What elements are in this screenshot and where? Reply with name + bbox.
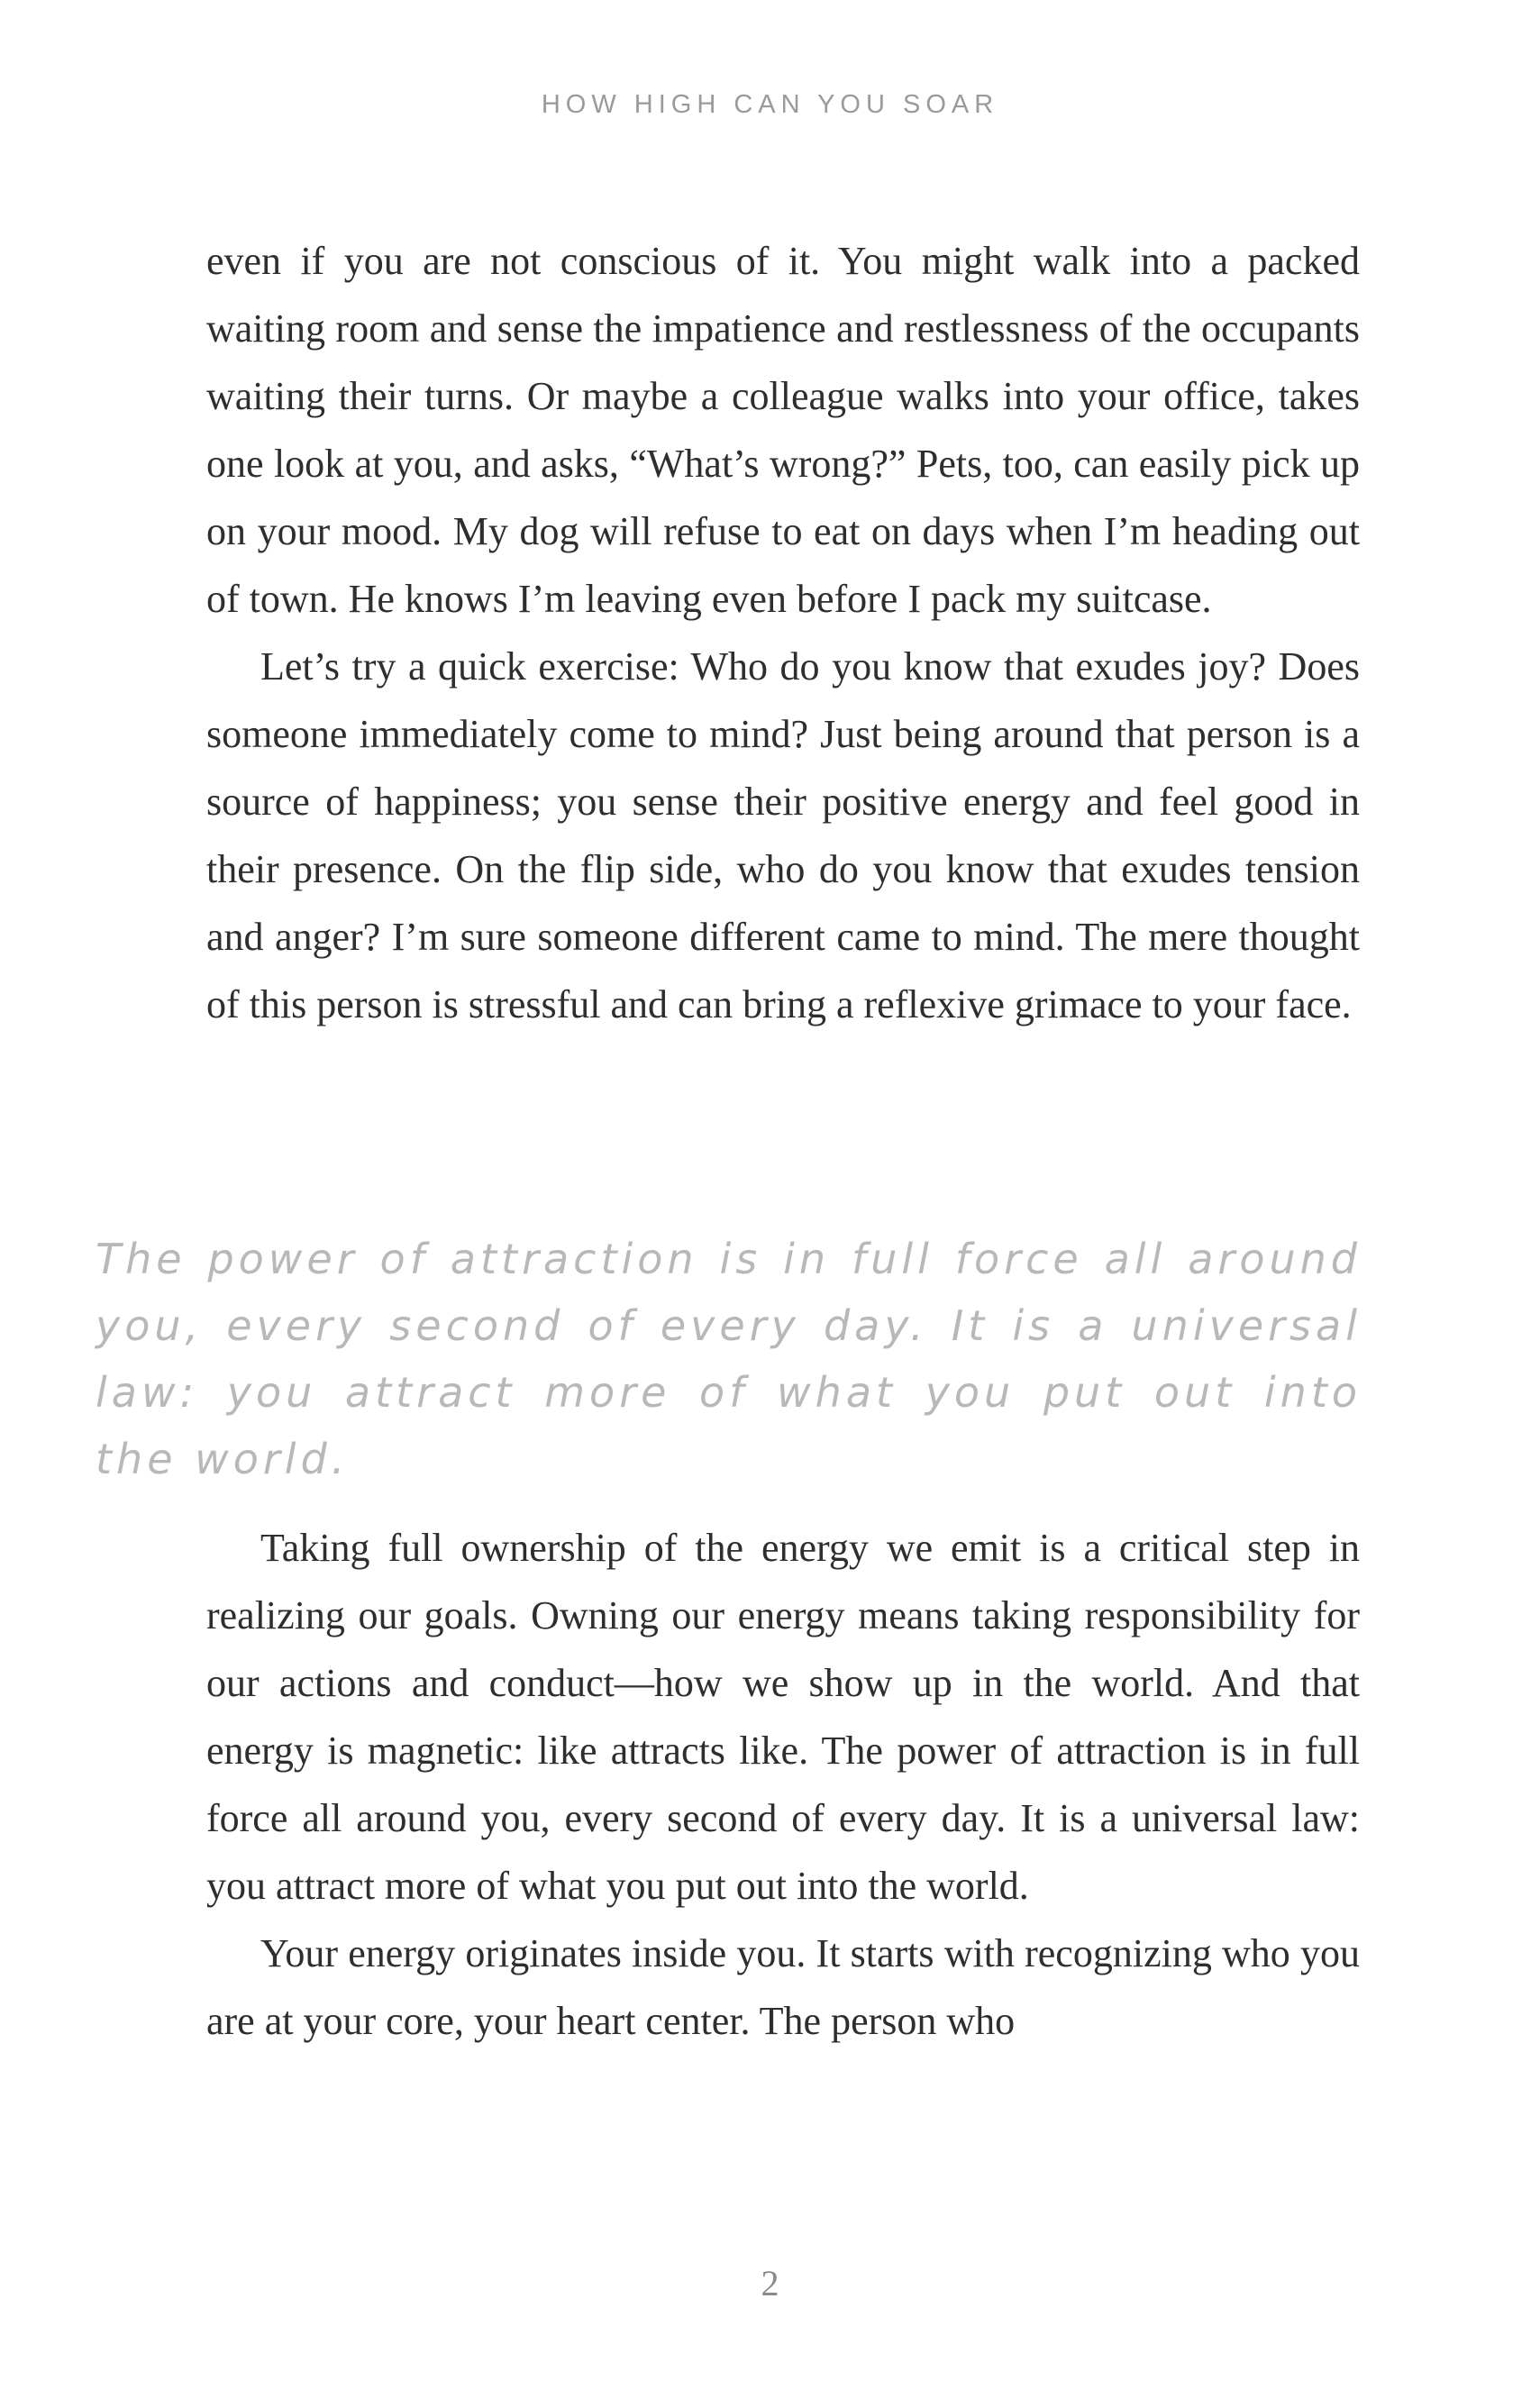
running-header: HOW HIGH CAN YOU SOAR <box>541 90 999 119</box>
paragraph-ownership: Taking full ownership of the energy we emit is a critical step in realizing our goals. Owning our energy means taking responsibility for our actions and conduct—how we show up in the world. And that energy is magnetic: like attracts like. The power of attraction is in full force all around you, every second of every day. It is a universal law: you attract more of what you put out into the world. <box>206 1526 1360 1908</box>
pull-quote: The power of attraction is in full force all around you, every second of every day. It is a universal law: you attract more of what you put out into the world. <box>96 1235 1362 1483</box>
paragraph-exercise: Let’s try a quick exercise: Who do you know that exudes joy? Does someone immediately come to mind? Just being around that person is a source of happiness; you sense their positive energy and feel good in their presence. On the flip side, who do you know that exudes tension and anger? I’m sure someone different came to mind. The mere thought of this person is stressful and can bring a reflexive grimace to your face. <box>206 644 1360 1026</box>
paragraph-energy-origin: Your energy originates inside you. It starts with recognizing who you are at your core, your heart center. The person who <box>206 1931 1360 2043</box>
body-text-bottom <box>206 1514 1360 2055</box>
page-number: 2 <box>761 2263 779 2303</box>
body-text-top <box>206 227 1360 1038</box>
paragraph-continued: even if you are not conscious of it. You might walk into a packed waiting room and sense the impatience and restlessness of the occupants waiting their turns. Or maybe a colleague walks into your office, takes one look at you, and asks, “What’s wrong?” Pets, too, can easily pick up on your mood. My dog will refuse to eat on days when I’m heading out of town. He knows I’m leaving even before I pack my suitcase. <box>206 239 1360 621</box>
